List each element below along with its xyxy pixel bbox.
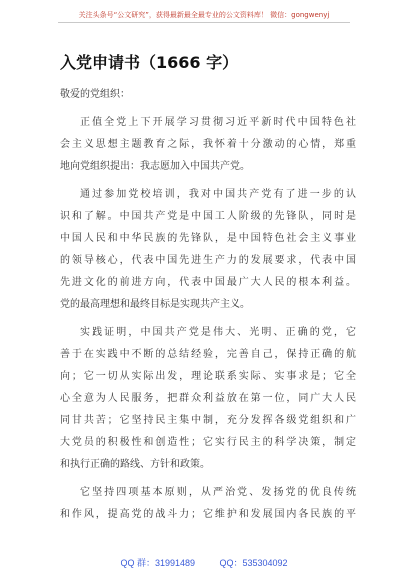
text-line: 党的最高理想和最终目标是实现共产主义。	[60, 299, 250, 310]
header-divider	[58, 22, 350, 23]
text-line: 心全意为人民服务，把群众利益放在第一位，同广大人民	[60, 393, 356, 404]
paragraph-2	[60, 184, 356, 316]
paragraph-3	[60, 322, 356, 476]
text-line: 正值全党上下开展学习贯彻习近平新时代中国特色社	[80, 117, 356, 128]
salutation: 敬爱的党组织：	[60, 89, 130, 100]
text-line: 会主义思想主题教育之际，我怀着十分激动的心情，郑重	[60, 139, 356, 150]
document-title: 入党申请书（1666 字）	[60, 53, 239, 72]
paragraph-1	[60, 112, 356, 178]
text-line: 它坚持四项基本原则，从严治党、发扬党的优良传统	[80, 487, 356, 498]
document-body	[60, 84, 356, 526]
header-notice: 关注头条号“公文研究”，获得最新最全最专业的公文资料库！ 微信：gongwenyj	[78, 11, 330, 19]
footer-qq-group: QQ 群：31991489	[120, 558, 195, 568]
text-line: 善于在实践中不断的总结经验，完善自己，保持正确的航	[60, 349, 356, 360]
text-line: 中国人民和中华民族的先锋队，是中国特色社会主义事业	[60, 233, 356, 244]
footer-qq-number: QQ：535304092	[219, 558, 288, 568]
text-line: 识和了解。中国共产党是中国工人阶级的先锋队，同时是	[60, 211, 356, 222]
paragraph-4	[60, 482, 356, 526]
text-line: 大党员的积极性和创造性；它实行民主的科学决策，制定	[60, 437, 356, 448]
text-line: 同甘共苦；它坚持民主集中制，充分发挥各级党组织和广	[60, 415, 356, 426]
text-line: 实践证明，中国共产党是伟大、光明、正确的党，它	[80, 327, 356, 338]
footer-contact	[0, 556, 408, 569]
text-line: 和作风，提高党的战斗力；它维护和发展国内各民族的平	[60, 509, 356, 520]
text-line: 地向党组织提出：我志愿加入中国共产党。	[60, 161, 250, 172]
text-line: 和执行正确的路线、方针和政策。	[60, 459, 210, 470]
text-line: 先进文化的前进方向，代表中国最广大人民的根本利益。	[60, 277, 356, 288]
text-line: 通过参加党校培训，我对中国共产党有了进一步的认	[80, 189, 356, 200]
text-line: 的领导核心，代表中国先进生产力的发展要求，代表中国	[60, 255, 356, 266]
text-line: 向；它一切从实际出发，理论联系实际、实事求是；它全	[60, 371, 356, 382]
